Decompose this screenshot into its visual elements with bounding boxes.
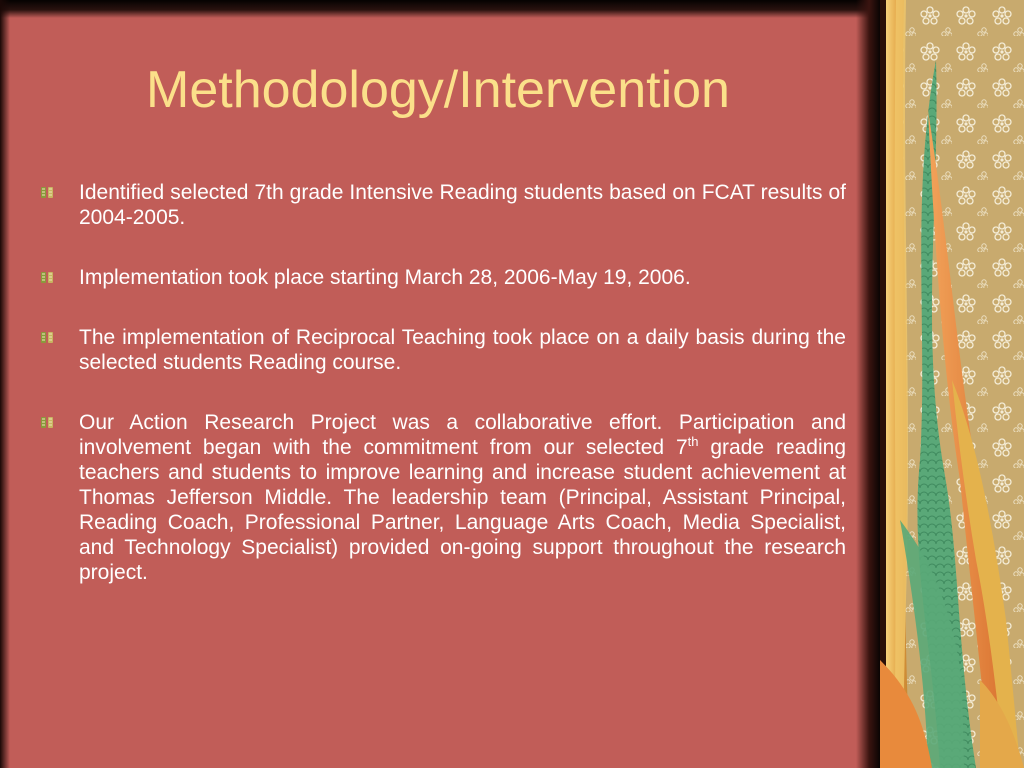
bullet-list: [40, 180, 846, 620]
bullet-text: Implementation took place starting March 28, 2006-May 19, 2006.: [79, 266, 691, 289]
bullet-text-part: grade reading teachers and students to improve learning and increase student achievement at Thomas Jefferson Middle. The leadership team (Principal, Assistant Principal, Reading Coach, Professional Partner, Language Arts Coach, Media Specialist, and Technology Specialist) provided on-going support throughout the research project.: [79, 436, 847, 584]
bullet-item: [40, 180, 846, 230]
bullet-text: Identified selected 7th grade Intensive Reading students based on FCAT results of 2004-2005.: [79, 181, 846, 229]
ordinal-superscript: th: [687, 434, 699, 449]
slide-title: Methodology/Intervention: [146, 61, 730, 119]
bullet-text: [79, 411, 846, 584]
bullet-text: The implementation of Reciprocal Teaching took place on a daily basis during the selected students Reading course.: [79, 326, 846, 374]
bullet-item: [40, 410, 846, 585]
bullet-item: [40, 325, 846, 375]
bullet-item: [40, 265, 846, 290]
slide-frame-top: [0, 0, 880, 18]
decorative-ribbon-panel: [880, 0, 1024, 768]
scroll-bullet-icon: [40, 185, 55, 200]
scroll-bullet-icon: [40, 330, 55, 345]
scroll-bullet-icon: [40, 415, 55, 430]
bullet-text-part: Our Action Research Project was a collaborative effort. Participation and involvement began with the commitment from our selected 7: [79, 411, 846, 459]
scroll-bullet-icon: [40, 270, 55, 285]
